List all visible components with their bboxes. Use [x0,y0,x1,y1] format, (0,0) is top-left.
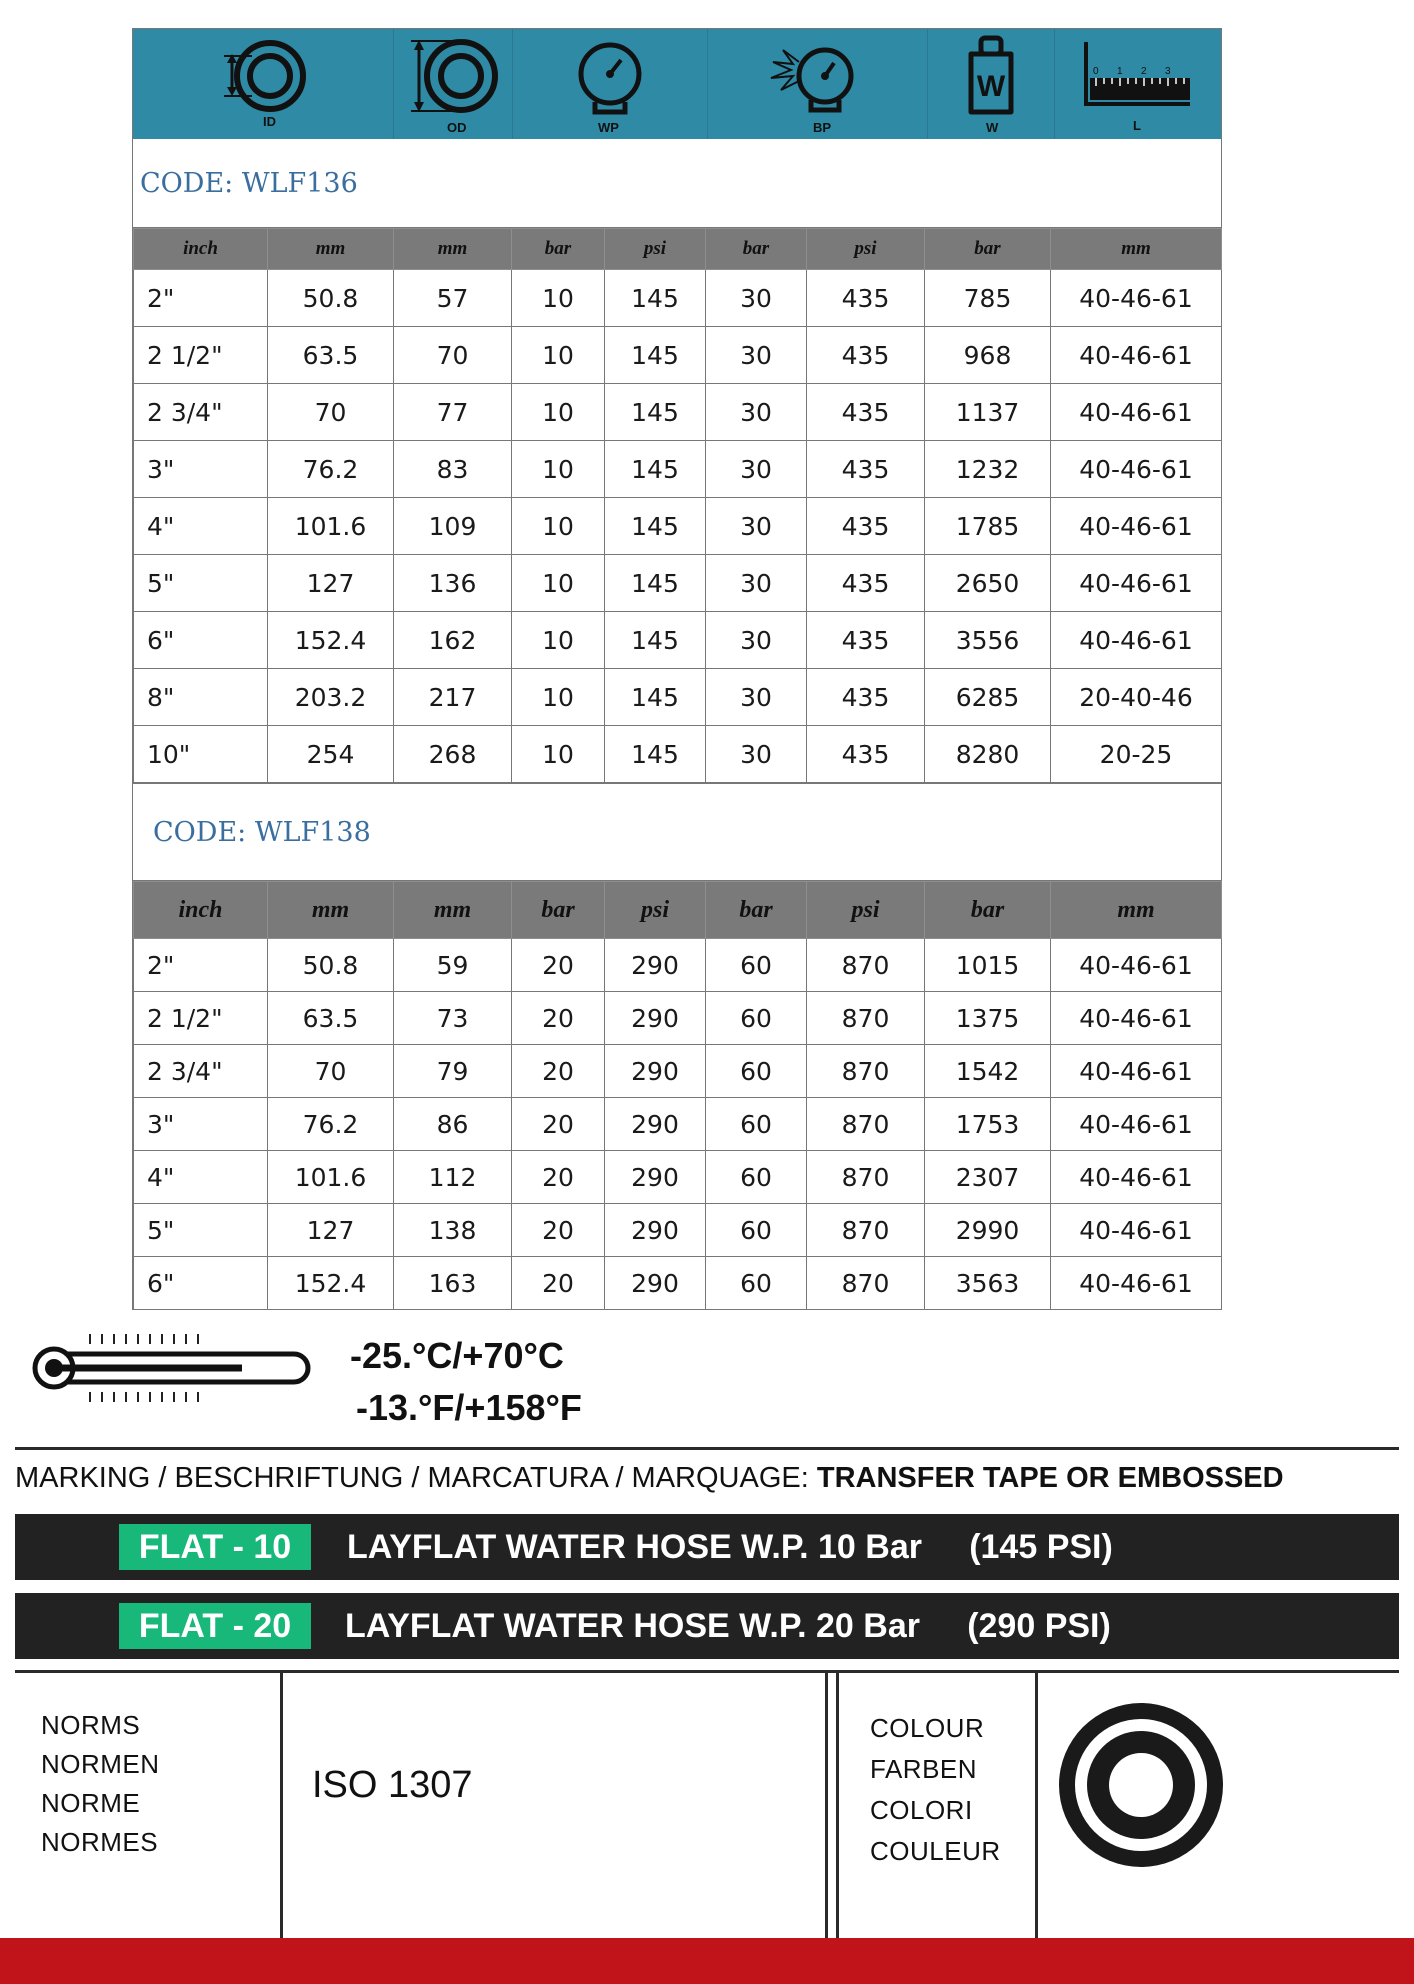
table-cell: 57 [394,270,512,327]
table-cell: 63.5 [268,992,394,1045]
section-wlf136 [133,139,1221,783]
spec-table-wlf138 [133,881,1222,1310]
table-cell: 40-46-61 [1051,612,1222,669]
table-cell: 40-46-61 [1051,441,1222,498]
icon-label-od: OD [447,120,467,135]
table-cell: 435 [807,270,925,327]
table-cell: 145 [605,270,706,327]
table-cell: 60 [706,1098,807,1151]
unit-header: mm [268,882,394,939]
table-row [134,327,1222,384]
table-cell: 60 [706,1151,807,1204]
table-cell: 10 [512,555,605,612]
table-cell: 101.6 [268,498,394,555]
table-cell: 254 [268,726,394,783]
table-cell: 2" [134,939,268,992]
unit-header: psi [605,882,706,939]
colour-label: COLOUR [870,1713,985,1743]
unit-header: mm [1051,229,1222,270]
table-cell: 60 [706,1257,807,1310]
table-cell: 10 [512,384,605,441]
table-cell: 10 [512,270,605,327]
norms-label: NORMEN [41,1749,160,1779]
table-cell: 785 [925,270,1051,327]
footer-red-band [0,1938,1414,1984]
table-cell: 3563 [925,1257,1051,1310]
table-cell: 435 [807,384,925,441]
table-cell: 145 [605,555,706,612]
spec-table-wlf136 [133,228,1222,783]
table-cell: 2990 [925,1204,1051,1257]
table-cell: 203.2 [268,669,394,726]
thermometer-icon [32,1330,312,1411]
table-cell: 60 [706,1045,807,1098]
table-row [134,441,1222,498]
table-cell: 145 [605,612,706,669]
table-cell: 40-46-61 [1051,1257,1222,1310]
table-cell: 2 3/4" [134,384,268,441]
table-cell: 40-46-61 [1051,270,1222,327]
colour-label: COULEUR [870,1836,1001,1866]
table-cell: 127 [268,555,394,612]
divider [280,1672,283,1938]
table-cell: 59 [394,939,512,992]
table-cell: 40-46-61 [1051,1204,1222,1257]
table-cell: 3" [134,441,268,498]
table-cell: 40-46-61 [1051,1045,1222,1098]
table-cell: 73 [394,992,512,1045]
unit-header: bar [706,229,807,270]
table-cell: 70 [394,327,512,384]
table-cell: 2 1/2" [134,992,268,1045]
colour-labels [870,1708,1001,1872]
table-cell: 435 [807,327,925,384]
table-cell: 83 [394,441,512,498]
temperature-celsius: -25.°C/+70°C [350,1335,564,1376]
table-cell: 10" [134,726,268,783]
table-cell: 145 [605,669,706,726]
table-cell: 60 [706,992,807,1045]
table-cell: 10 [512,612,605,669]
table-cell: 30 [706,612,807,669]
table-cell: 290 [605,939,706,992]
table-cell: 10 [512,669,605,726]
table-cell: 10 [512,327,605,384]
table-cell: 40-46-61 [1051,498,1222,555]
table-cell: 2" [134,270,268,327]
table-cell: 70 [268,384,394,441]
table-body [134,939,1222,1310]
table-cell: 152.4 [268,612,394,669]
table-cell: 6" [134,1257,268,1310]
table-cell: 138 [394,1204,512,1257]
table-cell: 20 [512,992,605,1045]
table-cell: 86 [394,1098,512,1151]
table-cell: 30 [706,726,807,783]
icon-label-wp: WP [598,120,619,135]
table-cell: 870 [807,1045,925,1098]
ruler-tick-0: 0 [1093,66,1099,77]
table-cell: 60 [706,1204,807,1257]
table-row [134,1045,1222,1098]
table-cell: 870 [807,1257,925,1310]
units-row [134,229,1222,270]
norms-label: NORME [41,1788,141,1818]
table-cell: 101.6 [268,1151,394,1204]
table-cell: 1753 [925,1098,1051,1151]
weight-glyph: W [976,70,1006,103]
table-cell: 435 [807,726,925,783]
table-row [134,1098,1222,1151]
black-ring-icon [1058,1702,1224,1873]
icon-label-bp: BP [812,120,831,135]
unit-header: mm [394,229,512,270]
table-cell: 4" [134,498,268,555]
table-cell: 40-46-61 [1051,992,1222,1045]
table-cell: 290 [605,1204,706,1257]
inner-diameter-icon [133,29,394,139]
table-cell: 435 [807,669,925,726]
table-cell: 20-25 [1051,726,1222,783]
table-cell: 435 [807,498,925,555]
icon-label-l: L [1133,118,1141,133]
table-cell: 4" [134,1151,268,1204]
table-cell: 76.2 [268,1098,394,1151]
spec-sheet [132,28,1222,1310]
table-row [134,1257,1222,1310]
table-cell: 20 [512,1204,605,1257]
table-cell: 870 [807,1098,925,1151]
table-cell: 1542 [925,1045,1051,1098]
table-cell: 152.4 [268,1257,394,1310]
table-cell: 145 [605,726,706,783]
code-title-wlf136: CODE: WLF136 [133,139,1221,228]
table-cell: 30 [706,384,807,441]
table-cell: 290 [605,1098,706,1151]
table-cell: 1232 [925,441,1051,498]
table-cell: 5" [134,1204,268,1257]
table-row [134,612,1222,669]
table-cell: 145 [605,327,706,384]
ruler-tick-3: 3 [1165,66,1171,77]
table-row [134,992,1222,1045]
table-cell: 435 [807,612,925,669]
table-cell: 435 [807,441,925,498]
footer-info [15,1672,1399,1938]
table-cell: 870 [807,939,925,992]
table-cell: 40-46-61 [1051,1098,1222,1151]
table-cell: 20 [512,1151,605,1204]
unit-header: inch [134,882,268,939]
table-body [134,270,1222,783]
table-cell: 5" [134,555,268,612]
table-cell: 145 [605,441,706,498]
table-cell: 40-46-61 [1051,555,1222,612]
unit-header: bar [512,882,605,939]
table-cell: 20 [512,1257,605,1310]
table-cell: 1785 [925,498,1051,555]
unit-header: psi [605,229,706,270]
table-cell: 968 [925,327,1051,384]
table-cell: 63.5 [268,327,394,384]
norms-label: NORMES [41,1827,159,1857]
weight-icon [928,29,1055,139]
table-cell: 217 [394,669,512,726]
table-cell: 6" [134,612,268,669]
marking-line [15,1462,1284,1495]
unit-header: bar [512,229,605,270]
burst-pressure-gauge-icon [708,29,928,139]
table-cell: 870 [807,992,925,1045]
product-description: LAYFLAT WATER HOSE W.P. 20 Bar (290 PSI) [345,1606,1111,1645]
unit-header: bar [925,882,1051,939]
table-cell: 77 [394,384,512,441]
table-cell: 1137 [925,384,1051,441]
working-pressure-gauge-icon [513,29,708,139]
colour-label: COLORI [870,1795,973,1825]
table-row [134,669,1222,726]
marking-label: MARKING / BESCHRIFTUNG / MARCATURA / MARQUAGE: [15,1462,817,1494]
table-row [134,1204,1222,1257]
table-cell: 30 [706,555,807,612]
table-cell: 30 [706,270,807,327]
table-cell: 3556 [925,612,1051,669]
table-cell: 290 [605,1151,706,1204]
marking-value: TRANSFER TAPE OR EMBOSSED [816,1462,1284,1494]
table-cell: 20 [512,1098,605,1151]
table-cell: 10 [512,726,605,783]
table-cell: 10 [512,441,605,498]
table-cell: 145 [605,498,706,555]
colour-label: FARBEN [870,1754,978,1784]
table-cell: 70 [268,1045,394,1098]
table-row [134,384,1222,441]
divider [15,1447,1399,1450]
product-bar-flat-20 [15,1593,1399,1659]
table-cell: 8" [134,669,268,726]
outer-diameter-icon [394,29,513,139]
table-cell: 145 [605,384,706,441]
table-cell: 268 [394,726,512,783]
code-title-wlf138: CODE: WLF138 [133,783,1221,881]
icon-label-id: ID [263,114,276,129]
table-cell: 1015 [925,939,1051,992]
table-cell: 76.2 [268,441,394,498]
table-row [134,498,1222,555]
table-cell: 290 [605,1045,706,1098]
table-cell: 109 [394,498,512,555]
table-cell: 2 1/2" [134,327,268,384]
table-cell: 20 [512,1045,605,1098]
unit-header: mm [268,229,394,270]
table-cell: 162 [394,612,512,669]
table-row [134,726,1222,783]
table-cell: 6285 [925,669,1051,726]
table-cell: 40-46-61 [1051,1151,1222,1204]
table-cell: 40-46-61 [1051,939,1222,992]
norms-label: NORMS [41,1710,141,1740]
divider [825,1672,828,1938]
unit-header: bar [706,882,807,939]
table-cell: 30 [706,498,807,555]
table-cell: 870 [807,1151,925,1204]
icon-label-w: W [986,120,999,135]
table-row [134,270,1222,327]
table-cell: 290 [605,992,706,1045]
table-cell: 60 [706,939,807,992]
table-cell: 870 [807,1204,925,1257]
table-cell: 20 [512,939,605,992]
product-tag: FLAT - 10 [119,1524,311,1570]
unit-header: psi [807,882,925,939]
length-ruler-icon [1055,29,1221,139]
table-cell: 30 [706,441,807,498]
ruler-tick-2: 2 [1141,66,1147,77]
ruler-tick-1: 1 [1117,66,1123,77]
table-cell: 136 [394,555,512,612]
unit-header: inch [134,229,268,270]
table-cell: 8280 [925,726,1051,783]
table-cell: 30 [706,669,807,726]
table-cell: 435 [807,555,925,612]
product-description: LAYFLAT WATER HOSE W.P. 10 Bar (145 PSI) [347,1527,1113,1566]
table-row [134,1151,1222,1204]
icon-header [133,29,1221,139]
table-cell: 290 [605,1257,706,1310]
product-bar-flat-10 [15,1514,1399,1580]
temperature-range [350,1330,582,1434]
divider [1035,1672,1038,1938]
section-wlf138 [133,783,1221,1310]
table-cell: 127 [268,1204,394,1257]
unit-header: mm [1051,882,1222,939]
table-cell: 40-46-61 [1051,327,1222,384]
table-cell: 79 [394,1045,512,1098]
table-cell: 30 [706,327,807,384]
norms-labels [41,1706,160,1862]
unit-header: mm [394,882,512,939]
norm-value: ISO 1307 [312,1764,473,1806]
table-cell: 2307 [925,1151,1051,1204]
table-cell: 10 [512,498,605,555]
unit-header: bar [925,229,1051,270]
table-cell: 112 [394,1151,512,1204]
divider [836,1672,839,1938]
table-cell: 2 3/4" [134,1045,268,1098]
table-cell: 3" [134,1098,268,1151]
table-cell: 20-40-46 [1051,669,1222,726]
table-row [134,555,1222,612]
table-row [134,939,1222,992]
table-cell: 50.8 [268,939,394,992]
table-cell: 163 [394,1257,512,1310]
table-cell: 1375 [925,992,1051,1045]
table-cell: 40-46-61 [1051,384,1222,441]
temperature-fahrenheit: -13.°F/+158°F [356,1387,582,1428]
units-row [134,882,1222,939]
table-cell: 50.8 [268,270,394,327]
unit-header: psi [807,229,925,270]
table-cell: 2650 [925,555,1051,612]
product-tag: FLAT - 20 [119,1603,311,1649]
